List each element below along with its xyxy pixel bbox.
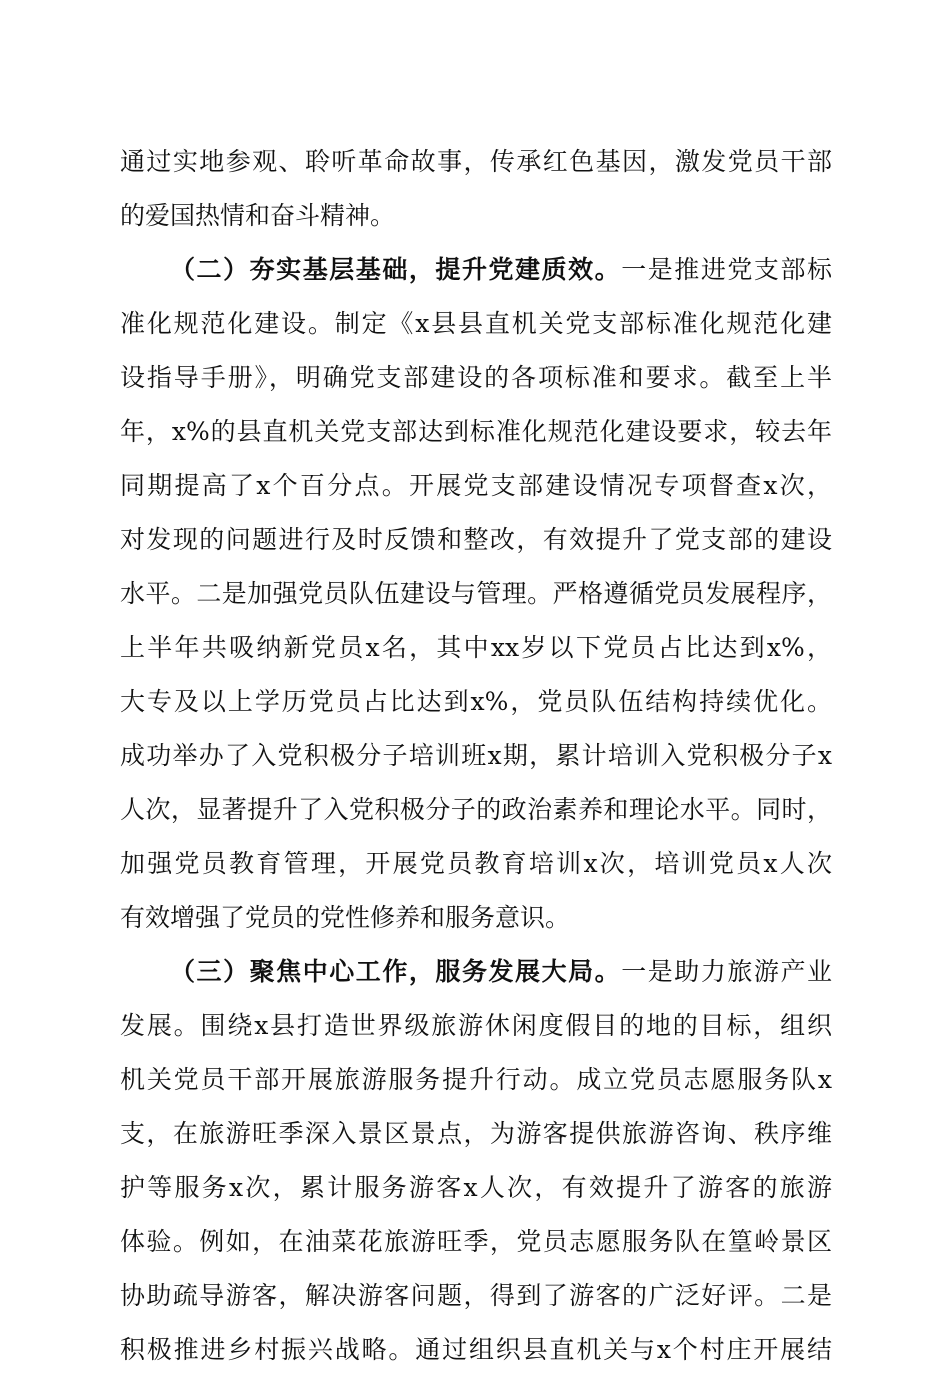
text-line: 发展。围绕x县打造世界级旅游休闲度假目的地的目标，组织 bbox=[120, 1011, 832, 1040]
text-line: 通过实地参观、聆听革命故事，传承红色基因，激发党员干部 bbox=[120, 147, 832, 176]
text-line: 护等服务x次，累计服务游客x人次，有效提升了游客的旅游 bbox=[120, 1173, 832, 1202]
text-line: 加强党员教育管理，开展党员教育培训x次，培训党员x人次 bbox=[120, 849, 832, 878]
text-line: 成功举办了入党积极分子培训班x期，累计培训入党积极分子x bbox=[120, 741, 832, 770]
text-line: 大专及以上学历党员占比达到x%，党员队伍结构持续优化。 bbox=[120, 687, 832, 716]
text-line: 准化规范化建设。制定《x县县直机关党支部标准化规范化建 bbox=[120, 309, 832, 338]
text-line: 年，x%的县直机关党支部达到标准化规范化建设要求，较去年 bbox=[120, 417, 832, 446]
text-run: 一是助力旅游产业 bbox=[621, 957, 832, 986]
text-line: 设指导手册》，明确党支部建设的各项标准和要求。截至上半 bbox=[120, 363, 832, 392]
body-text bbox=[120, 135, 832, 1377]
text-run: 一是推进党支部标 bbox=[621, 255, 832, 284]
paragraph-section-two bbox=[120, 243, 832, 945]
text-line: 有效增强了党员的党性修养和服务意识。 bbox=[120, 903, 571, 932]
text-line bbox=[120, 243, 832, 297]
text-line: 同期提高了x个百分点。开展党支部建设情况专项督查x次， bbox=[120, 471, 832, 500]
section-heading: （二）夯实基层基础，提升党建质效。 bbox=[170, 255, 622, 284]
text-line: 人次，显著提升了入党积极分子的政治素养和理论水平。同时， bbox=[120, 795, 832, 824]
paragraph-continuation bbox=[120, 135, 832, 243]
text-line: 对发现的问题进行及时反馈和整改，有效提升了党支部的建设 bbox=[120, 525, 832, 554]
text-line: 支，在旅游旺季深入景区景点，为游客提供旅游咨询、秩序维 bbox=[120, 1119, 832, 1148]
text-line bbox=[120, 945, 832, 999]
text-line: 积极推进乡村振兴战略。通过组织县直机关与x个村庄开展结 bbox=[120, 1335, 832, 1364]
text-line: 的爱国热情和奋斗精神。 bbox=[120, 201, 396, 230]
text-line: 协助疏导游客，解决游客问题，得到了游客的广泛好评。二是 bbox=[120, 1281, 832, 1310]
text-line: 体验。例如，在油菜花旅游旺季，党员志愿服务队在篁岭景区 bbox=[120, 1227, 832, 1256]
text-line: 上半年共吸纳新党员x名，其中xx岁以下党员占比达到x%， bbox=[120, 633, 832, 662]
text-line: 机关党员干部开展旅游服务提升行动。成立党员志愿服务队x bbox=[120, 1065, 832, 1094]
text-line: 水平。二是加强党员队伍建设与管理。严格遵循党员发展程序， bbox=[120, 579, 832, 608]
section-heading: （三）聚焦中心工作，服务发展大局。 bbox=[170, 957, 622, 986]
paragraph-section-three bbox=[120, 945, 832, 1377]
